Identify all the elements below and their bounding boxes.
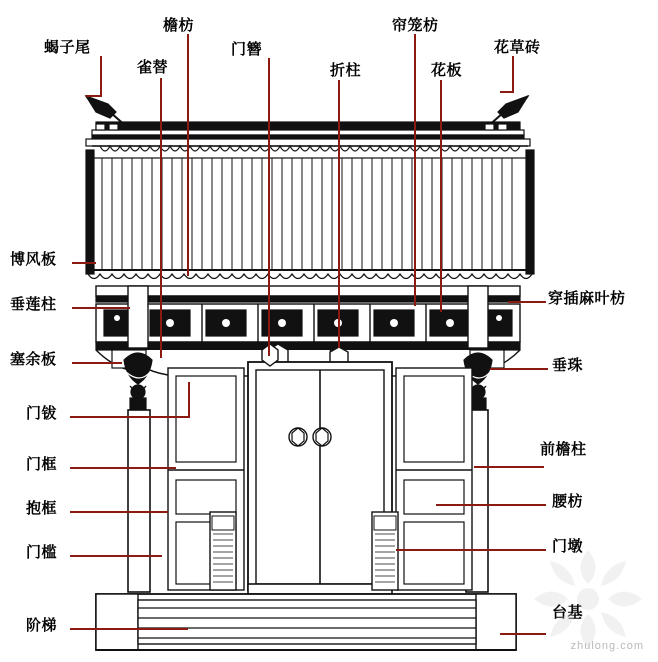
label-menzan: 门簪 <box>231 41 263 58</box>
watermark-text: zhulong.com <box>570 640 644 652</box>
label-mendun: 门墩 <box>552 538 584 555</box>
leader-xiezi-wei-foot <box>86 95 102 97</box>
label-queti: 雀替 <box>137 59 169 76</box>
leader-chuizhu <box>490 368 548 370</box>
leader-baokuang <box>70 511 168 513</box>
mendun-right <box>372 512 398 590</box>
label-qianyanzhu: 前檐柱 <box>540 441 587 458</box>
label-huacaozhuan: 花草砖 <box>494 39 541 56</box>
watermark-logo <box>528 544 648 654</box>
leader-menkuang <box>70 467 176 469</box>
leader-lianlongfang <box>414 34 416 306</box>
leader-chuanchamayefang <box>508 301 546 303</box>
label-lianlongfang: 帘笼枋 <box>392 17 439 34</box>
label-zhezhu: 折柱 <box>330 62 362 79</box>
leader-yanfang <box>187 34 189 276</box>
leader-huacaozhuan-foot <box>500 91 514 93</box>
label-yaofang: 腰枋 <box>552 493 584 510</box>
label-chuanchamayefang: 穿插麻叶枋 <box>548 290 626 307</box>
label-xiezi-wei: 蝎子尾 <box>44 39 91 56</box>
leader-qianyanzhu <box>474 466 544 468</box>
label-huaban: 花板 <box>431 62 463 79</box>
leader-mendun <box>396 549 546 551</box>
label-chuilianzhu: 垂莲柱 <box>10 296 57 313</box>
label-saiyuban: 塞余板 <box>10 351 57 368</box>
leader-menbo-rise <box>188 382 190 418</box>
leader-huacaozhuan <box>512 56 514 92</box>
label-chuizhu: 垂珠 <box>552 357 584 374</box>
leader-chuilianzhu <box>72 307 130 309</box>
label-yanfang: 檐枋 <box>163 17 195 34</box>
leader-menbo <box>70 416 188 418</box>
leader-menzan <box>268 58 270 356</box>
label-menjian: 门槛 <box>26 544 58 561</box>
leader-saiyuban <box>72 362 122 364</box>
label-menkuang: 门框 <box>26 456 58 473</box>
leader-yaofang <box>436 504 546 506</box>
mendun-left <box>210 512 236 590</box>
label-bofengban: 博风板 <box>10 251 57 268</box>
label-menbo: 门钹 <box>26 405 58 422</box>
leader-menjian <box>70 555 162 557</box>
leader-bofengban <box>72 262 96 264</box>
leader-queti <box>160 78 162 358</box>
label-taiji: 台基 <box>552 604 584 621</box>
leader-huaban <box>440 80 442 312</box>
leader-jieti <box>70 628 188 630</box>
leader-zhezhu <box>338 80 340 348</box>
label-jieti: 阶梯 <box>26 617 58 634</box>
leader-xiezi-wei <box>100 56 102 96</box>
label-baokuang: 抱框 <box>26 500 58 517</box>
